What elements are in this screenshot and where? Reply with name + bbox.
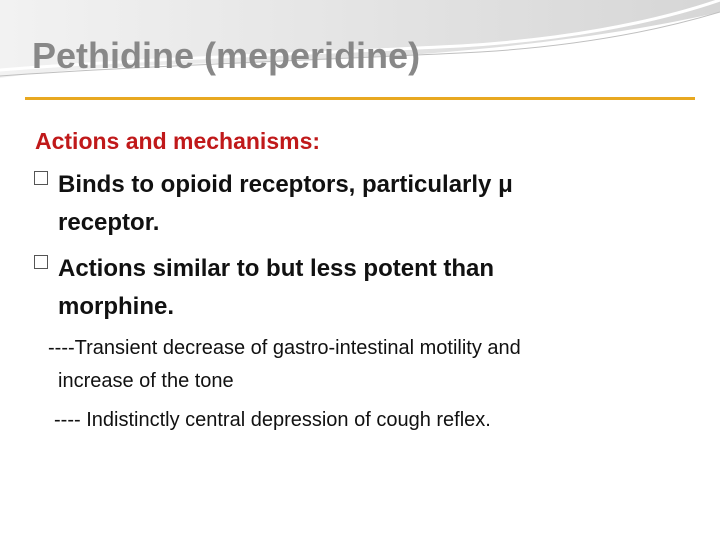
subpoint-line: increase of the tone xyxy=(58,370,234,392)
bullet-text xyxy=(58,250,658,326)
checkbox-bullet-icon xyxy=(34,171,48,185)
bullet-line: Binds to opioid receptors, particularly μ xyxy=(58,171,513,198)
bullet-line: Actions similar to but less potent than xyxy=(58,255,495,282)
bullet-line: morphine. xyxy=(58,293,175,320)
slide-title: Pethidine (meperidine) xyxy=(32,35,421,76)
bullet-text xyxy=(58,166,658,242)
subpoint-line: ----Transient decrease of gastro-intestinal motility and xyxy=(48,337,521,359)
subpoint-line: ---- Indistinctly central depression of cough reflex. xyxy=(54,409,491,431)
checkbox-bullet-icon xyxy=(34,255,48,269)
title-underline-rule xyxy=(25,97,695,100)
bullet-line: receptor. xyxy=(58,209,160,236)
section-subheading: Actions and mechanisms: xyxy=(35,128,321,154)
